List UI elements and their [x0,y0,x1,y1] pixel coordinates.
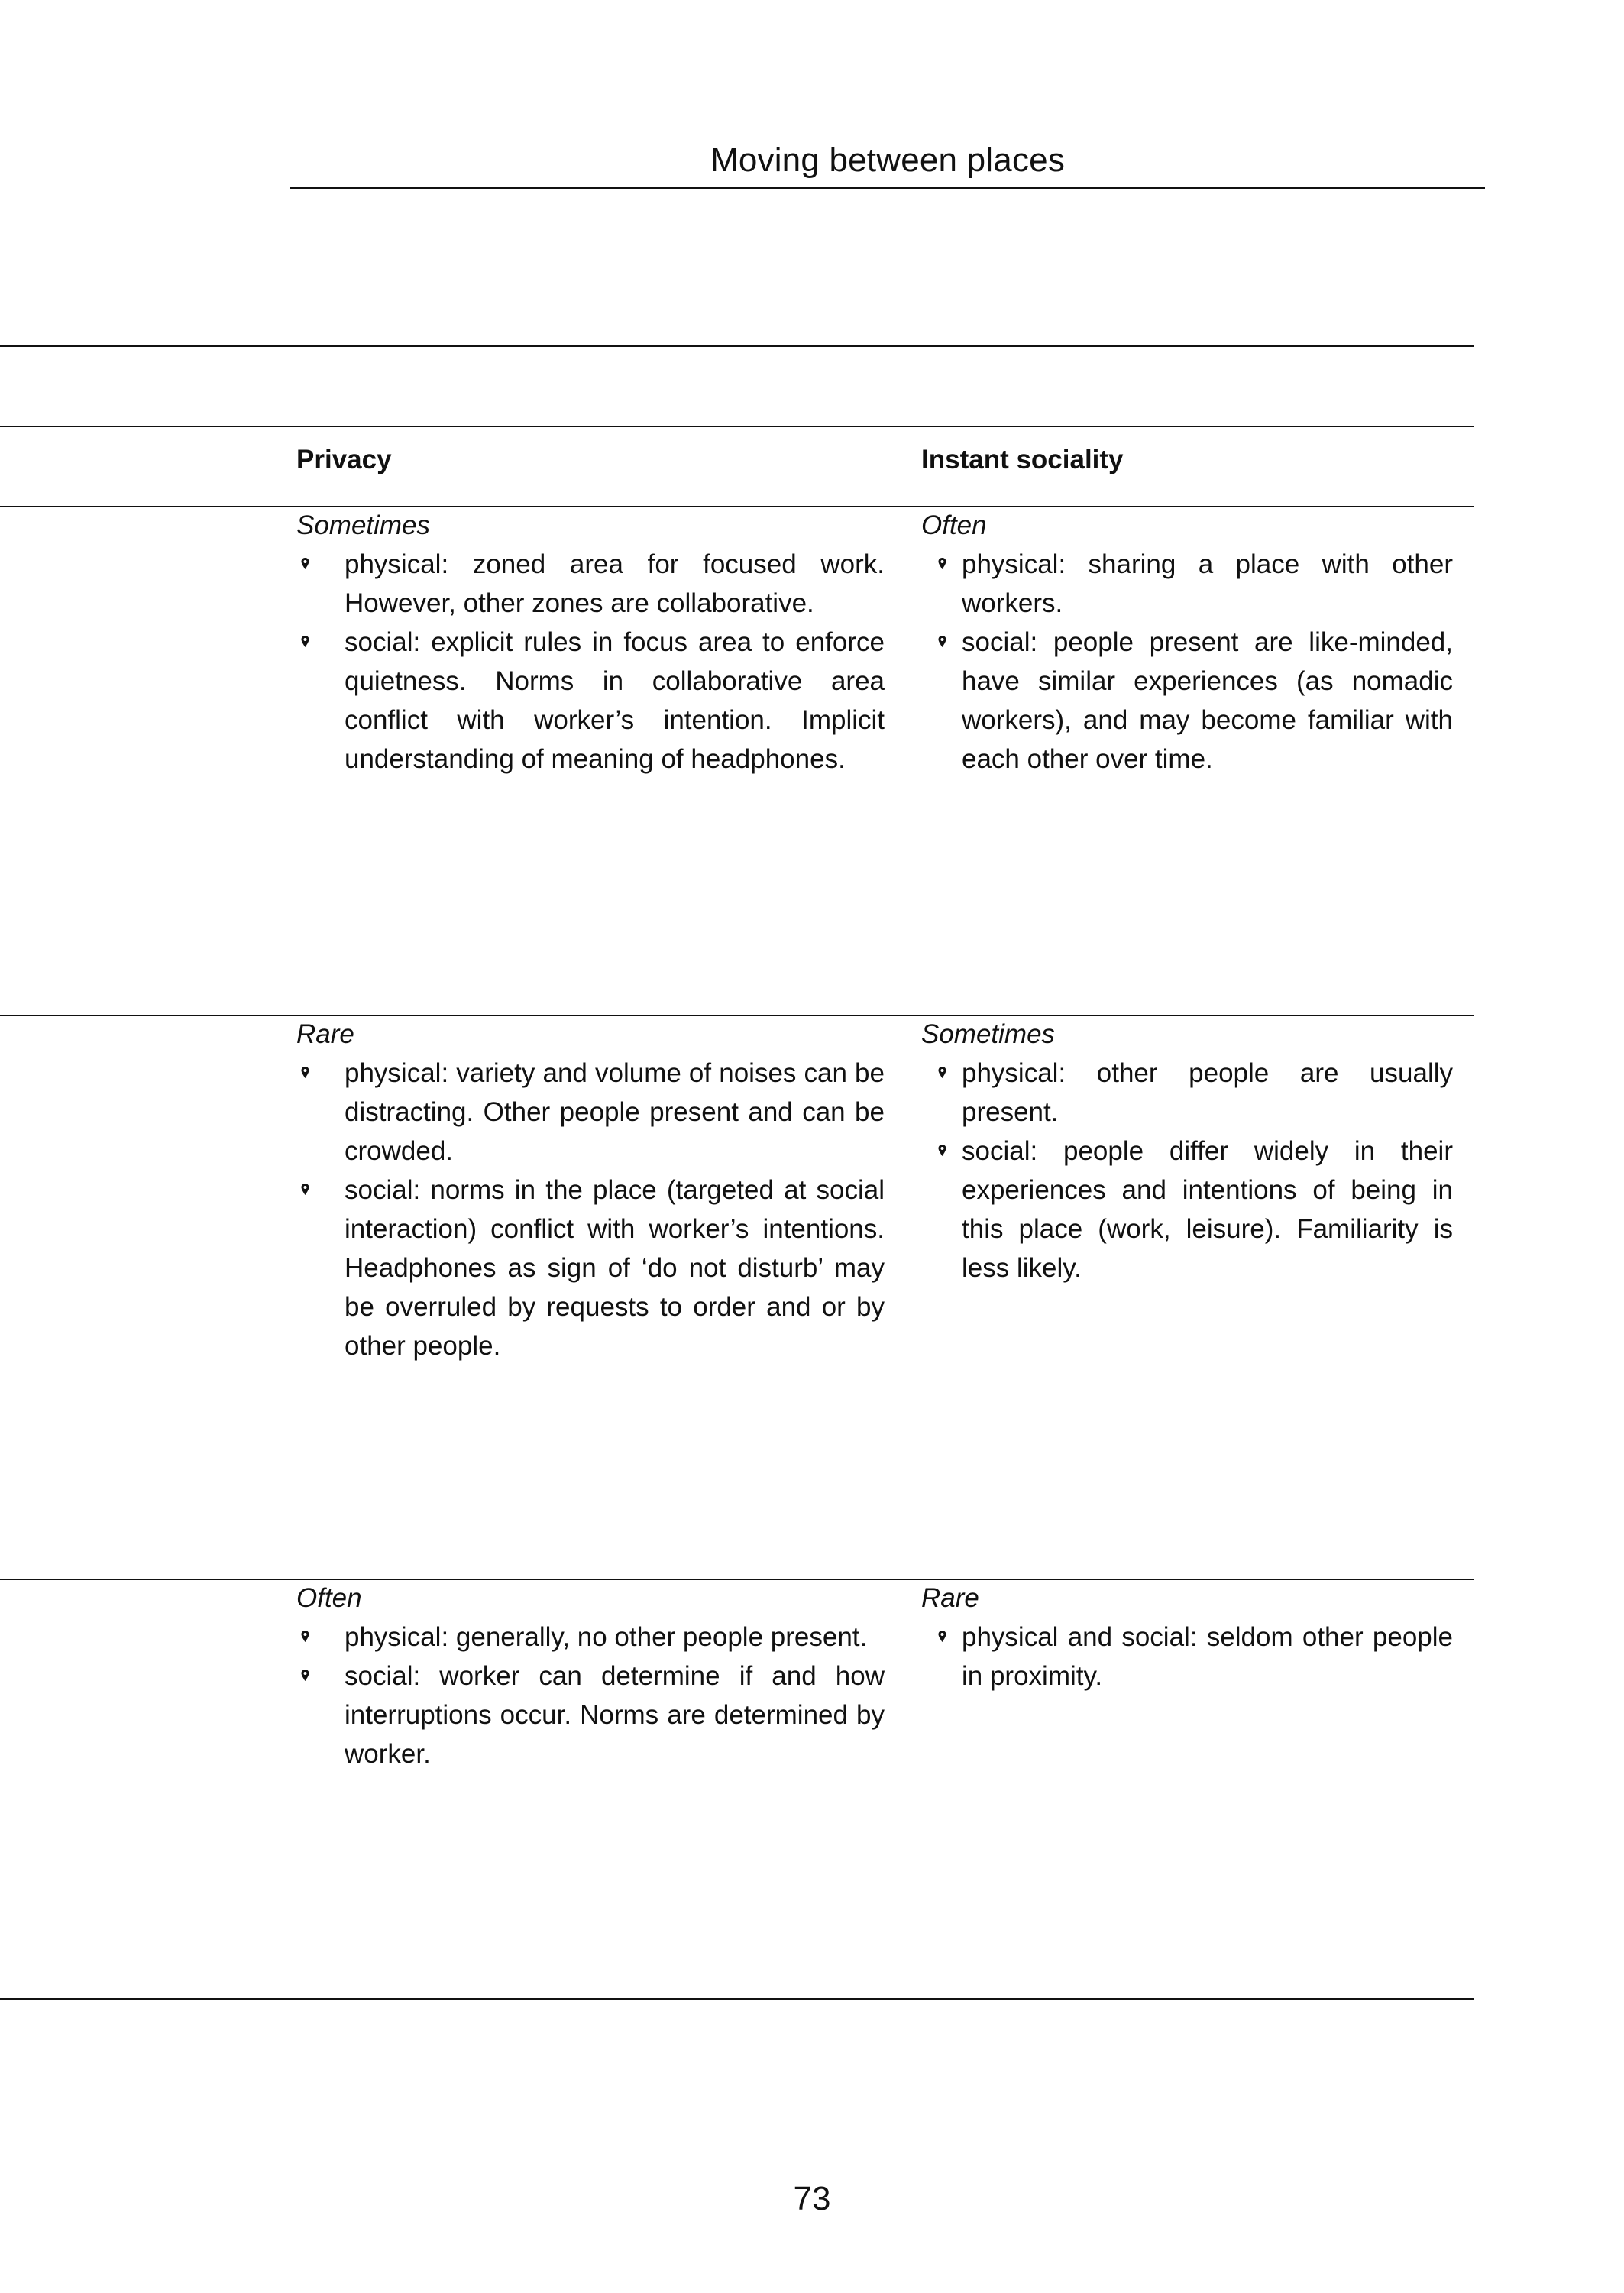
pin-bullet-icon [301,1670,309,1682]
list-item-text: social: norms in the place (targeted at social interaction) conflict with worker’s intentions. Headphones as sign of ‘do not disturb’ may be overruled by requests to order and or by other people. [345,1175,885,1361]
list-item-text: social: worker can determine if and how interruptions occur. Norms are determined by worker. [345,1661,885,1769]
list-item [296,1618,885,1657]
list-item-text: physical: sharing a place with other workers. [962,549,1453,618]
page-number: 73 [793,2180,831,2217]
pin-bullet-icon [301,558,309,570]
pin-bullet-icon [938,636,946,648]
list-item-text: physical: other people are usually present. [962,1058,1453,1127]
list-item [296,1657,885,1773]
frequency-label: Sometimes [296,510,431,540]
column-header-instant-sociality: Instant sociality [921,445,1124,474]
list-item-text: social: explicit rules in focus area to enforce quietness. Norms in collaborative area conflict with worker’s intention. Implicit understanding of meaning of headphones. [345,627,885,774]
frequency-label: Often [296,1583,362,1613]
bullet-list [296,1054,885,1365]
frequency-label: Often [921,510,987,540]
table-cell-instant-sociality [921,1579,1453,1695]
list-item-text: physical: variety and volume of noises can be distracting. Other people present and can be crowded. [345,1058,885,1166]
table-bottom-rule [0,1998,1474,2000]
list-item [296,1054,885,1171]
pin-bullet-icon [301,1184,309,1196]
pin-bullet-icon [938,1631,946,1643]
bullet-list [921,1618,1453,1695]
header-rule [290,187,1485,189]
table-cell-instant-sociality [921,506,1453,779]
list-item-text: physical and social: seldom other people in proximity. [962,1622,1453,1691]
header-top-rule [0,426,1474,427]
bullet-list [921,545,1453,779]
frequency-label: Rare [296,1019,354,1049]
list-item [296,545,885,623]
frequency-label: Sometimes [921,1019,1056,1049]
list-item [296,1171,885,1365]
list-item-text: social: people differ widely in their experiences and intentions of being in this place (work, leisure). Familiarity is less likely. [962,1136,1453,1283]
table-cell-privacy [296,506,885,779]
pin-bullet-icon [301,1631,309,1643]
list-item [296,623,885,779]
list-item [921,1618,1453,1695]
running-header: Moving between places [710,141,1066,179]
pin-bullet-icon [938,1067,946,1079]
bullet-list [921,1054,1453,1287]
table-cell-privacy [296,1579,885,1773]
pin-bullet-icon [938,1145,946,1157]
column-header-privacy: Privacy [296,445,392,474]
pin-bullet-icon [938,558,946,570]
pin-bullet-icon [301,636,309,648]
list-item-text: physical: zoned area for focused work. However, other zones are collaborative. [345,549,885,618]
table-cell-instant-sociality [921,1015,1453,1287]
frequency-label: Rare [921,1583,979,1613]
list-item-text: physical: generally, no other people present. [345,1622,868,1652]
table-top-rule [0,345,1474,347]
list-item [921,623,1453,779]
bullet-list [296,1618,885,1773]
bullet-list [296,545,885,779]
list-item [921,1132,1453,1287]
table-cell-privacy [296,1015,885,1365]
list-item [921,1054,1453,1132]
list-item [921,545,1453,623]
pin-bullet-icon [301,1067,309,1079]
list-item-text: social: people present are like-minded, have similar experiences (as nomadic workers), and may become familiar with each other over time. [962,627,1453,774]
